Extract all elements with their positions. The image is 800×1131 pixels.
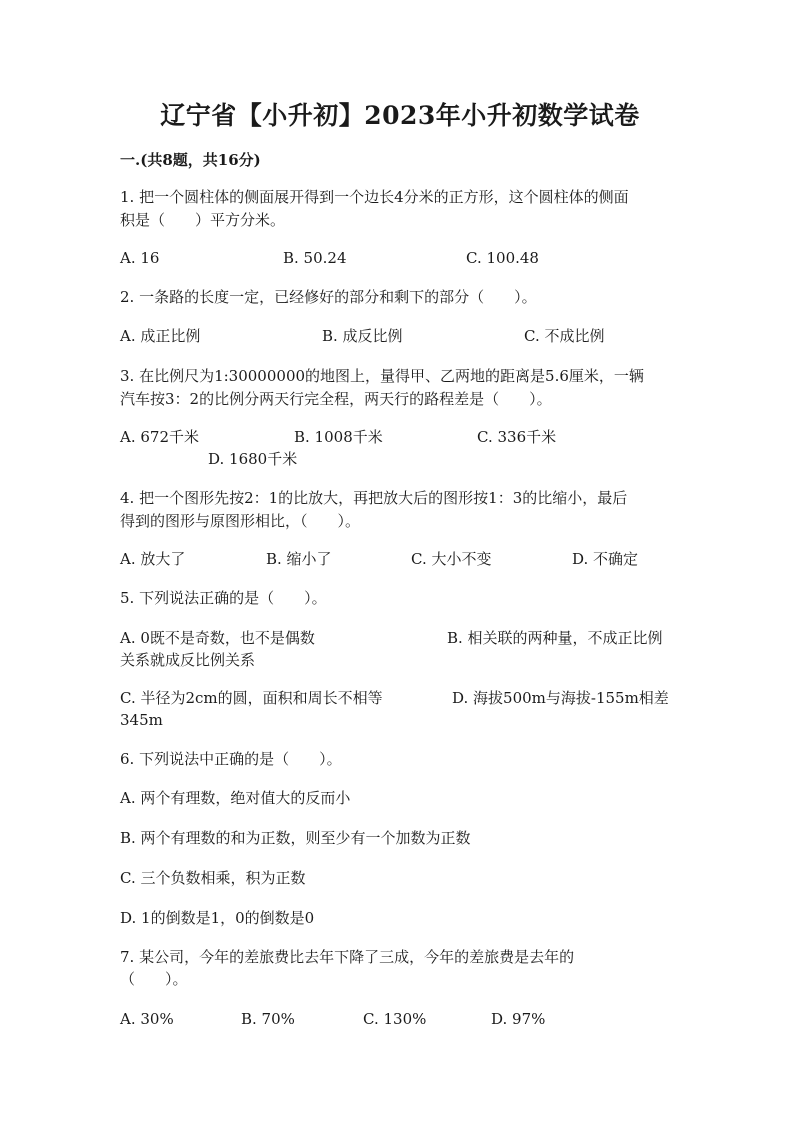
question-6-option-a: A. 两个有理数，绝对值大的反而小 [120, 789, 351, 807]
question-1-option-a: A. 16 [120, 249, 160, 267]
question-2-option-b: B. 成反比例 [322, 327, 403, 345]
question-4-option-a: A. 放大了 [120, 550, 186, 568]
question-6-option-b: B. 两个有理数的和为正数，则至少有一个加数为正数 [120, 829, 471, 847]
question-6-option-d: D. 1的倒数是1，0的倒数是0 [120, 909, 315, 927]
question-2-line-1: 2. 一条路的长度一定，已经修好的部分和剩下的部分（ ）。 [120, 288, 537, 306]
question-7-line-2: （ ）。 [120, 970, 188, 988]
page-title: 辽宁省【小升初】2023年小升初数学试卷 [160, 101, 640, 130]
question-5-option-c: C. 半径为2cm的圆，面积和周长不相等 [120, 689, 383, 707]
question-5-option-b: B. 相关联的两种量，不成正比例 [447, 629, 663, 647]
question-4-option-d: D. 不确定 [572, 550, 639, 568]
question-1-option-b: B. 50.24 [283, 249, 347, 267]
question-3-line-2: 汽车按3：2的比例分两天行完全程，两天行的路程差是（ ）。 [120, 390, 552, 408]
question-7-option-d: D. 97% [491, 1010, 546, 1028]
question-7-line-1: 7. 某公司，今年的差旅费比去年下降了三成，今年的差旅费是去年的 [120, 948, 575, 966]
question-5-option-d-continued: 345m [120, 711, 163, 729]
question-1-line-2: 积是（ ）平方分米。 [120, 211, 286, 229]
question-4-option-b: B. 缩小了 [266, 550, 332, 568]
question-2-option-c: C. 不成比例 [524, 327, 605, 345]
question-4-option-c: C. 大小不变 [411, 550, 492, 568]
question-6-option-c: C. 三个负数相乘，积为正数 [120, 869, 306, 887]
question-3-option-a: A. 672千米 [120, 428, 199, 446]
question-7-option-c: C. 130% [363, 1010, 427, 1028]
question-4-line-1: 4. 把一个图形先按2：1的比放大，再把放大后的图形按1：3的比缩小，最后 [120, 489, 628, 507]
question-5-option-d: D. 海拔500m与海拔-155m相差 [452, 689, 669, 707]
question-1-option-c: C. 100.48 [466, 249, 539, 267]
question-5-option-a: A. 0既不是奇数，也不是偶数 [120, 629, 315, 647]
question-3-line-1: 3. 在比例尺为1:30000000的地图上，量得甲、乙两地的距离是5.6厘米，一辆 [120, 367, 644, 385]
question-3-option-c: C. 336千米 [477, 428, 557, 446]
section-heading: 一.(共8题，共16分) [120, 151, 261, 169]
question-3-option-d: D. 1680千米 [208, 450, 298, 468]
question-4-line-2: 得到的图形与原图形相比，（ ）。 [120, 512, 361, 530]
question-6-line-1: 6. 下列说法中正确的是（ ）。 [120, 750, 342, 768]
question-1-line-1: 1. 把一个圆柱体的侧面展开得到一个边长4分米的正方形，这个圆柱体的侧面 [120, 188, 629, 206]
question-7-option-a: A. 30% [120, 1010, 174, 1028]
question-3-option-b: B. 1008千米 [294, 428, 383, 446]
question-5-option-b-continued: 关系就成反比例关系 [120, 651, 256, 669]
question-7-option-b: B. 70% [241, 1010, 295, 1028]
question-2-option-a: A. 成正比例 [120, 327, 201, 345]
question-5-line-1: 5. 下列说法正确的是（ ）。 [120, 589, 327, 607]
